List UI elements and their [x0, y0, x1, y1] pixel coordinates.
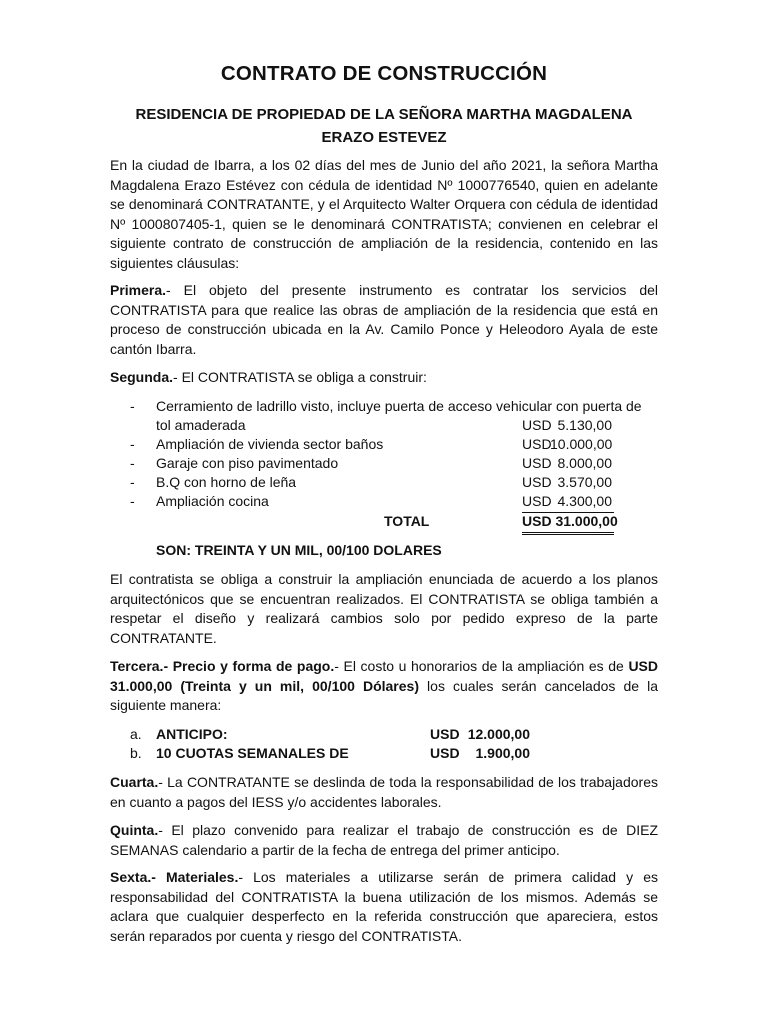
total-value: USD 31.000,00	[522, 512, 614, 535]
clause-cuarta	[110, 773, 658, 812]
document-subtitle	[0, 103, 768, 149]
list-item-price	[522, 416, 614, 436]
list-item-dash: -	[130, 474, 135, 490]
payment-marker: a.	[130, 726, 142, 742]
clause-tercera-label: Tercera.- Precio y forma de pago.	[110, 658, 335, 674]
clause-cuarta-label: Cuarta.	[110, 774, 159, 790]
list-item-price	[522, 454, 614, 474]
list-item-price	[522, 492, 614, 513]
list-item-dash: -	[130, 398, 135, 414]
payment-label: ANTICIPO:	[156, 726, 228, 742]
clause-segunda-text: - El CONTRATISTA se obliga a construir:	[173, 369, 427, 385]
document-title: CONTRATO DE CONSTRUCCIÓN	[220, 62, 548, 85]
list-item-description: Cerramiento de ladrillo visto, incluye puerta de acceso vehicular con puerta de	[156, 398, 642, 414]
clause-sexta-text: - Los materiales a utilizarse serán de primera calidad y es responsabilidad del CONTRATISTA la buena utilización de los mismos. Además se aclara que cualquier desperfecto en la referida construcción que apareciera, estos serán reparados por cuenta y riesgo del CONTRATISTA.	[110, 869, 658, 944]
clause-quinta	[110, 821, 658, 860]
clause-tercera-text-2: los cuales serán cancelados de la siguiente manera:	[110, 677, 658, 714]
list-item-dash: -	[130, 436, 135, 452]
payment-currency: USD	[430, 726, 460, 742]
list-item-description-cont: tol amaderada	[156, 417, 246, 433]
clause-segunda-label: Segunda.	[110, 369, 174, 385]
payment-amount: 12.000,00	[467, 726, 530, 742]
list-item-description: Garaje con piso pavimentado	[156, 455, 339, 471]
clause-sexta	[110, 868, 658, 946]
payment-label: 10 CUOTAS SEMANALES DE	[156, 745, 349, 761]
subtitle-line-1: RESIDENCIA DE PROPIEDAD DE LA SEÑORA MARTHA MAGDALENA	[135, 106, 633, 123]
clause-sexta-label: Sexta.- Materiales.	[110, 869, 239, 885]
clause-segunda	[110, 368, 658, 388]
list-item-description: Ampliación de vivienda sector baños	[156, 436, 384, 452]
clause-quinta-label: Quinta.	[110, 822, 159, 838]
list-item-price	[522, 473, 614, 493]
list-item-price	[522, 435, 614, 455]
payment-marker: b.	[130, 745, 142, 761]
intro-paragraph: En la ciudad de Ibarra, a los 02 días del mes de Junio del año 2021, la señora Martha Magdalena Erazo Estévez con cédula de identidad Nº 1000776540, quien en adelante se denominará CONTRATANTE, y el Arquitecto Walter Orquera con cédula de identidad Nº 1000807405-1, quien se le denominará CONTRATISTA; convienen en celebrar el siguiente contrato de construcción de ampliación de la residencia, contenido en las siguientes cláusulas:	[110, 157, 658, 271]
price-currency: USD	[522, 474, 552, 490]
payment-currency: USD	[430, 745, 460, 761]
price-amount: 4.300,00	[557, 493, 612, 509]
price-currency: USD	[522, 493, 552, 509]
subtitle-line-2: ERAZO ESTEVEZ	[321, 129, 447, 146]
clause-tercera-text-1: - El costo u honorarios de la ampliación es de	[334, 658, 629, 674]
list-item-description: Ampliación cocina	[156, 493, 269, 509]
price-currency: USD	[522, 455, 552, 471]
clause-primera	[110, 281, 658, 359]
clause-cuarta-text: - La CONTRATANTE se deslinda de toda la responsabilidad de los trabajadores en cuanto a pagos del IESS y/o accidentes laborales.	[110, 774, 658, 810]
list-item-description: B.Q con horno de leña	[156, 474, 297, 490]
clause-tercera	[110, 657, 658, 716]
segunda-after-paragraph: El contratista se obliga a construir la ampliación enunciada de acuerdo a los planos arquitectónicos que se encuentran realizados. El CONTRATISTA se obliga también a respetar el diseño y realizará cambios solo por pedido expreso de la parte CONTRATANTE.	[110, 571, 658, 646]
price-amount: 3.570,00	[557, 474, 612, 490]
price-amount: 10.000,00	[550, 436, 613, 452]
clause-tercera-amount: USD 31.000,00 (Treinta y un mil, 00/100 Dólares)	[110, 658, 658, 694]
clause-primera-label: Primera.	[110, 282, 167, 298]
list-item-dash: -	[130, 455, 135, 471]
total-label: TOTAL	[384, 513, 430, 529]
price-amount: 8.000,00	[557, 455, 612, 471]
price-currency: USD	[522, 436, 552, 452]
price-currency: USD	[522, 417, 552, 433]
list-item-dash: -	[130, 493, 135, 509]
clause-quinta-text: - El plazo convenido para realizar el trabajo de construcción es de DIEZ SEMANAS calendario a partir de la fecha de entrega del primer anticipo.	[110, 822, 658, 858]
amount-in-words: SON: TREINTA Y UN MIL, 00/100 DOLARES	[156, 542, 442, 558]
price-amount: 5.130,00	[557, 417, 612, 433]
payment-amount: 1.900,00	[475, 745, 530, 761]
clause-primera-text: - El objeto del presente instrumento es contratar los servicios del CONTRATISTA para que realice las obras de ampliación de la residencia que está en proceso de construcción ubicada en la Av. Camilo Ponce y Heleodoro Ayala de este cantón Ibarra.	[110, 282, 658, 357]
